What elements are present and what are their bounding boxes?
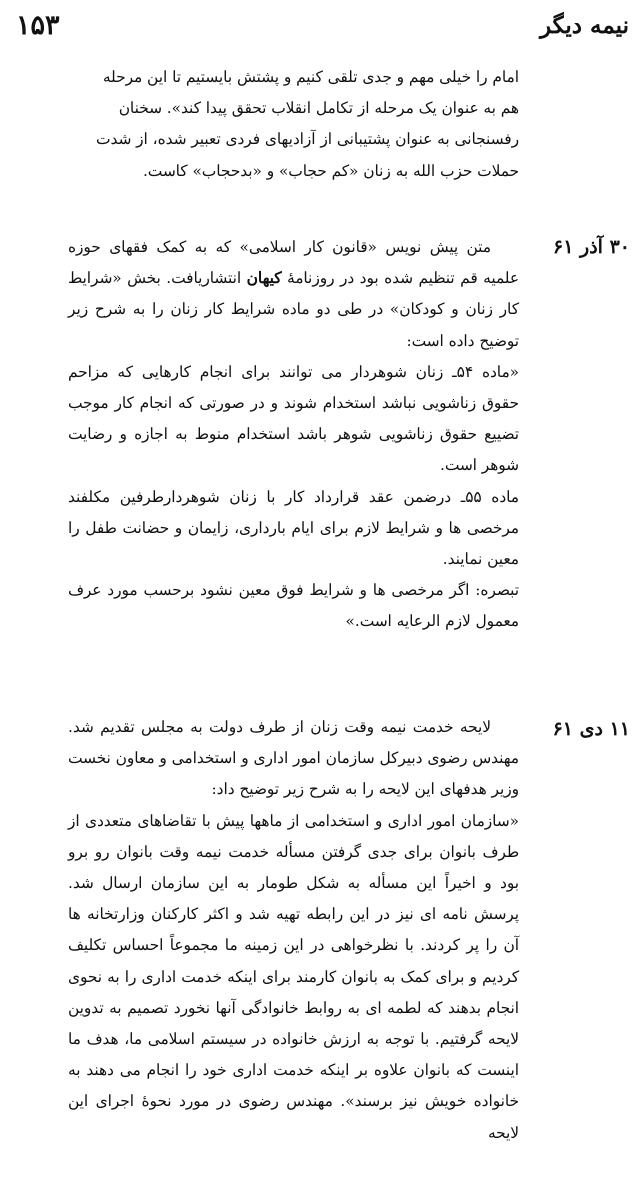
entry-2-paragraph-1: لایحه خدمت نیمه وقت زنان از طرف دولت به مجلس تقدیم شد. مهندس رضوی دبیرکل سازمان امور اداری و استخدامی و معاون نخست وزیر هدفهای این لایحه را به شرح زیر توضیح داد: [68, 718, 519, 799]
text-line: هم به عنوان یک مرحله از تکامل انقلاب تحقق پیدا کند». سخنان [118, 99, 519, 118]
entry-1-intro [68, 232, 519, 357]
page-number: ۱۵۳ [16, 10, 60, 41]
newspaper-name: کیهان [246, 269, 282, 288]
article-54: «ماده ۵۴ـ زنان شوهردار می توانند برای انجام کارهایی که مزاحم حقوق زناشویی نباشد استخدام شوند و در صورتی که انجام کار موجب تضییع حقوق زناشویی شوهر باشد استخدام منوط به اجازه و رضایت شوهر است. [68, 362, 520, 475]
entry-2-text [68, 712, 519, 1149]
entry-2-paragraph-2: «سازمان امور اداری و استخدامی از ماهها پیش با تقاضاهای متعددی از طرف بانوان برای جدی گرفتن مسأله خدمت نیمه وقت بانوان رو برو بود و اخیراً این مسأله به شکل طومار به این سازمان ارسال شد. پرسش نامه ای نیز در این رابطه تهیه شد و اکثر کارکنان وزارتخانه ها آن را پر کردند. با نظرخواهی در این زمینه ما مجموعاً احساس تکلیف کردیم و برای کمک به بانوان کارمند برای اینکه خدمت اداری را به نحوی انجام بدهند که لطمه ای به روابط خانوادگی آنها نخورد تصمیم به تدوین لایحه گرفتیم. با توجه به ارزش خانواده در سیستم اسلامی ما، هدف ما اینست که بانوان علاوه بر اینکه خدمت اداری خود را انجام می دهند به خانواده خویش نیز برسند». مهندس رضوی در مورد نحوهٔ اجرای این لایحه [68, 811, 519, 1142]
intro-paragraph [68, 62, 519, 187]
text-line: حملات حزب الله به زنان «کم حجاب» و «بدحجاب» کاست. [142, 161, 519, 180]
intro-after: انتشاریافت. بخش «شرایط کار زنان و کودکان» در طی دو ماده شرایط کار زنان را به شرح زیر توضیح داده است: [68, 269, 519, 350]
entry-1-text [68, 232, 519, 638]
article-note: تبصره: اگر مرخصی ها و شرایط فوق معین نشود برحسب مورد عرف معمول لازم الرعایه است.» [68, 581, 519, 631]
text-line: امام را خیلی مهم و جدی تلقی کنیم و پشتش بایستیم تا این مرحله [102, 68, 519, 86]
entry-date-2: ۱۱ دی ۶۱ [552, 718, 630, 740]
running-title: نیمه دیگر [539, 12, 629, 39]
entry-date-1: ۳۰ آذر ۶۱ [553, 236, 630, 258]
intro-before: متن پیش نویس «قانون کار اسلامی» که به کمک فقهای حوزه علمیه قم تنظیم شده بود در روزنامهٔ [68, 238, 519, 288]
article-55: ماده ۵۵ـ درضمن عقد قرارداد کار با زنان شوهردارطرفین مکلفند مرخصی ها و شرایط لازم برای ایام بارداری، زایمان و حضانت طفل را معین نمایند. [68, 487, 519, 569]
text-line: رفسنجانی به عنوان پشتیبانی از آزادیهای فردی تعبیر شده، از شدت [96, 130, 519, 149]
page-header [16, 10, 629, 46]
